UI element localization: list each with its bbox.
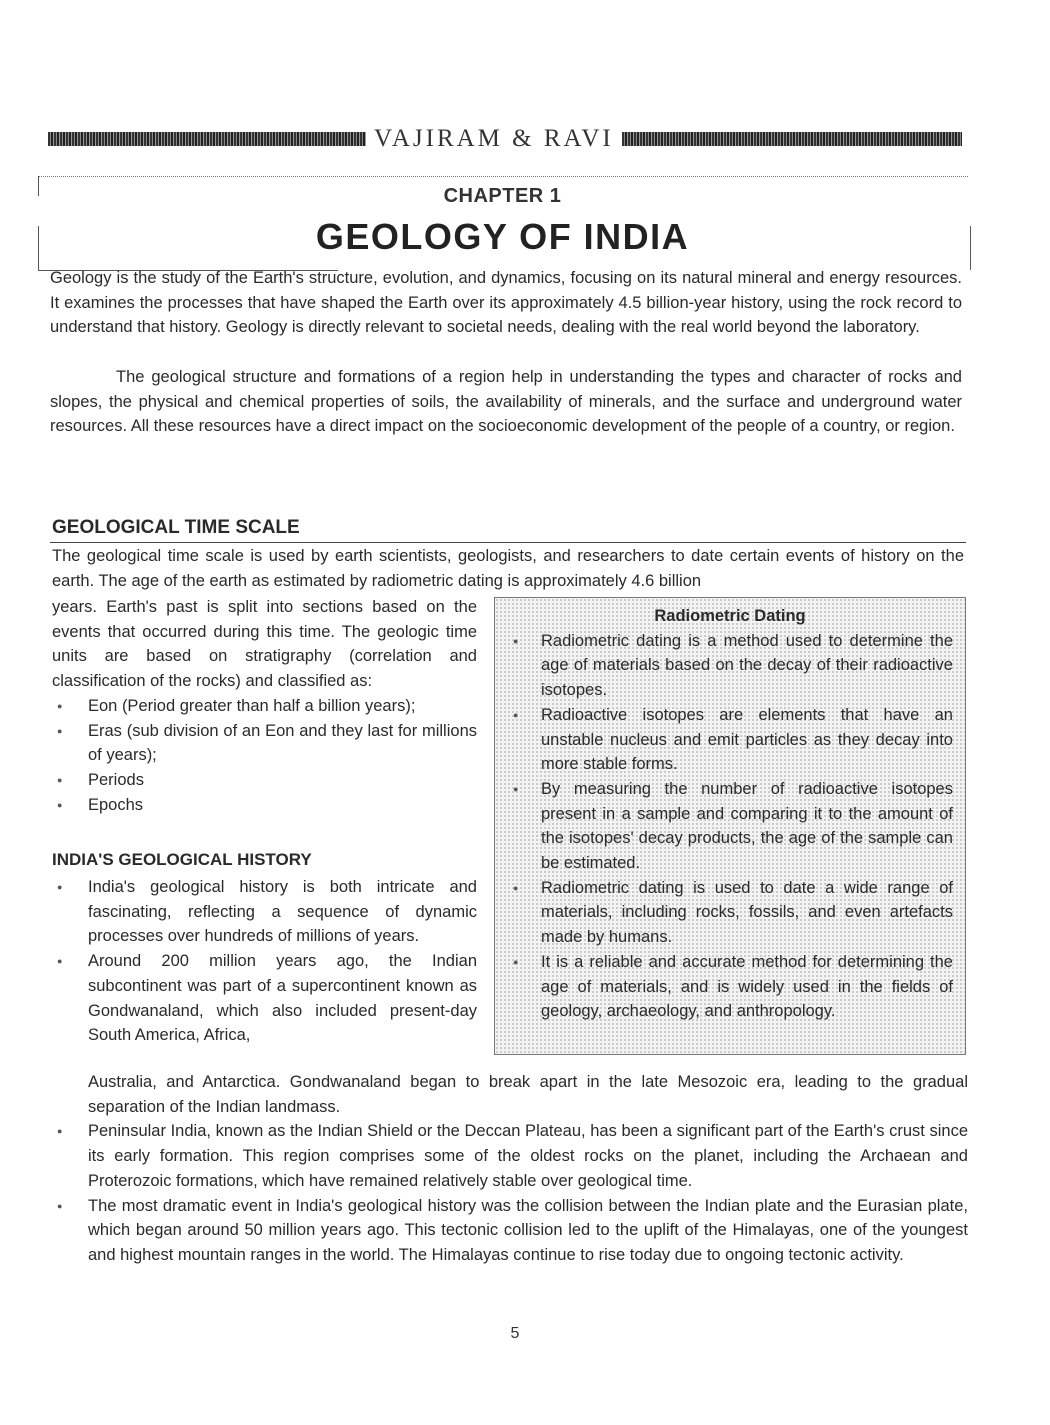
radiometric-dating-box: [494, 597, 966, 1055]
publisher-header-band: [48, 126, 962, 152]
header-hatch-right: [622, 132, 962, 146]
intro-paragraph-2: The geological structure and formations of a region help in understanding the types and character of rocks and slopes, the physical and chemical properties of soils, the availability of minerals, and the surface and underground water resources. All these resources have a direct impact on the socioeconomic development of the people of a country, or region.: [50, 368, 962, 435]
history-list-bottom: [52, 1119, 968, 1267]
header-hatch-left: [48, 132, 366, 146]
list-item: ● Eras (sub division of an Eon and they last for millions of years);: [52, 719, 477, 768]
section-underline: [50, 542, 966, 543]
history-left-column: [52, 875, 477, 1048]
list-item: ● Epochs: [52, 793, 477, 818]
box-list: [507, 629, 953, 1024]
list-item: ● Eon (Period greater than half a billion years);: [52, 694, 477, 719]
list-item: ● It is a reliable and accurate method for determining the age of materials, and is widely used in the fields of geology, archaeology, and anthropology.: [507, 950, 953, 1024]
list-item: ● Peninsular India, known as the Indian Shield or the Deccan Plateau, has been a significant part of the Earth's crust since its early formation. This region comprises some of the oldest rocks on the planet, including the Archaean and Proterozoic formations, which have remained relatively stable over geological time.: [52, 1119, 968, 1193]
history-full-width: [52, 1070, 968, 1268]
list-item: ● The most dramatic event in India's geological history was the collision between the Indian plate and the Eurasian plate, which began around 50 million years ago. This tectonic collision led to the uplift of the Himalayas, one of the youngest and highest mountain ranges in the world. The Himalayas continue to rise today due to ongoing tectonic activity.: [52, 1194, 968, 1268]
history-bullet-2-continued: Australia, and Antarctica. Gondwanaland began to break apart in the late Mesozoic era, leading to the gradual separation of the Indian landmass.: [88, 1073, 968, 1116]
time-scale-intro: The geological time scale is used by earth scientists, geologists, and researchers to date certain events of history on the earth. The age of the earth as estimated by radiometric dating is approximately 4.6 billion: [52, 547, 964, 590]
publisher-brand: VAJIRAM & RAVI: [374, 125, 614, 152]
time-scale-body: years. Earth's past is split into sections based on the events that occurred during this time. The geologic time units are based on stratigraphy (correlation and classification of the rocks) and classified as:: [52, 598, 477, 691]
box-title: Radiometric Dating: [654, 607, 806, 625]
section-heading-geological-history: INDIA'S GEOLOGICAL HISTORY: [52, 850, 312, 869]
page-number: 5: [510, 1325, 520, 1342]
list-item: ● India's geological history is both intricate and fascinating, reflecting a sequence of dynamic processes over hundreds of millions of years.: [52, 875, 477, 949]
time-scale-left-column: [52, 595, 477, 817]
section-heading-time-scale: GEOLOGICAL TIME SCALE: [52, 517, 300, 538]
chapter-label: CHAPTER 1: [443, 185, 562, 207]
list-item: ● Radiometric dating is a method used to determine the age of materials based on the decay of their radioactive isotopes.: [507, 629, 953, 703]
chapter-title: GEOLOGY OF INDIA: [315, 216, 690, 257]
list-item: ● Radioactive isotopes are elements that have an unstable nucleus and emit particles as they decay into more stable forms.: [507, 703, 953, 777]
time-units-list: [52, 694, 477, 818]
intro-paragraph-1: Geology is the study of the Earth's structure, evolution, and dynamics, focusing on its natural mineral and energy resources. It examines the processes that have shaped the Earth over its approximately 4.5 billion-year history, using the rock record to understand that history. Geology is directly relevant to societal needs, dealing with the real world beyond the laboratory.: [50, 269, 962, 336]
list-item: ● Around 200 million years ago, the Indian subcontinent was part of a supercontinent known as Gondwanaland, which also included present-day South America, Africa,: [52, 949, 477, 1048]
list-item: ● Periods: [52, 768, 477, 793]
history-list-top: [52, 875, 477, 1048]
chapter-frame-top: [38, 176, 968, 177]
list-item: ● Radiometric dating is used to date a wide range of materials, including rocks, fossils, and even artefacts made by humans.: [507, 876, 953, 950]
list-item: ● By measuring the number of radioactive isotopes present in a sample and comparing it to the amount of the isotopes' decay products, the age of the sample can be estimated.: [507, 777, 953, 876]
